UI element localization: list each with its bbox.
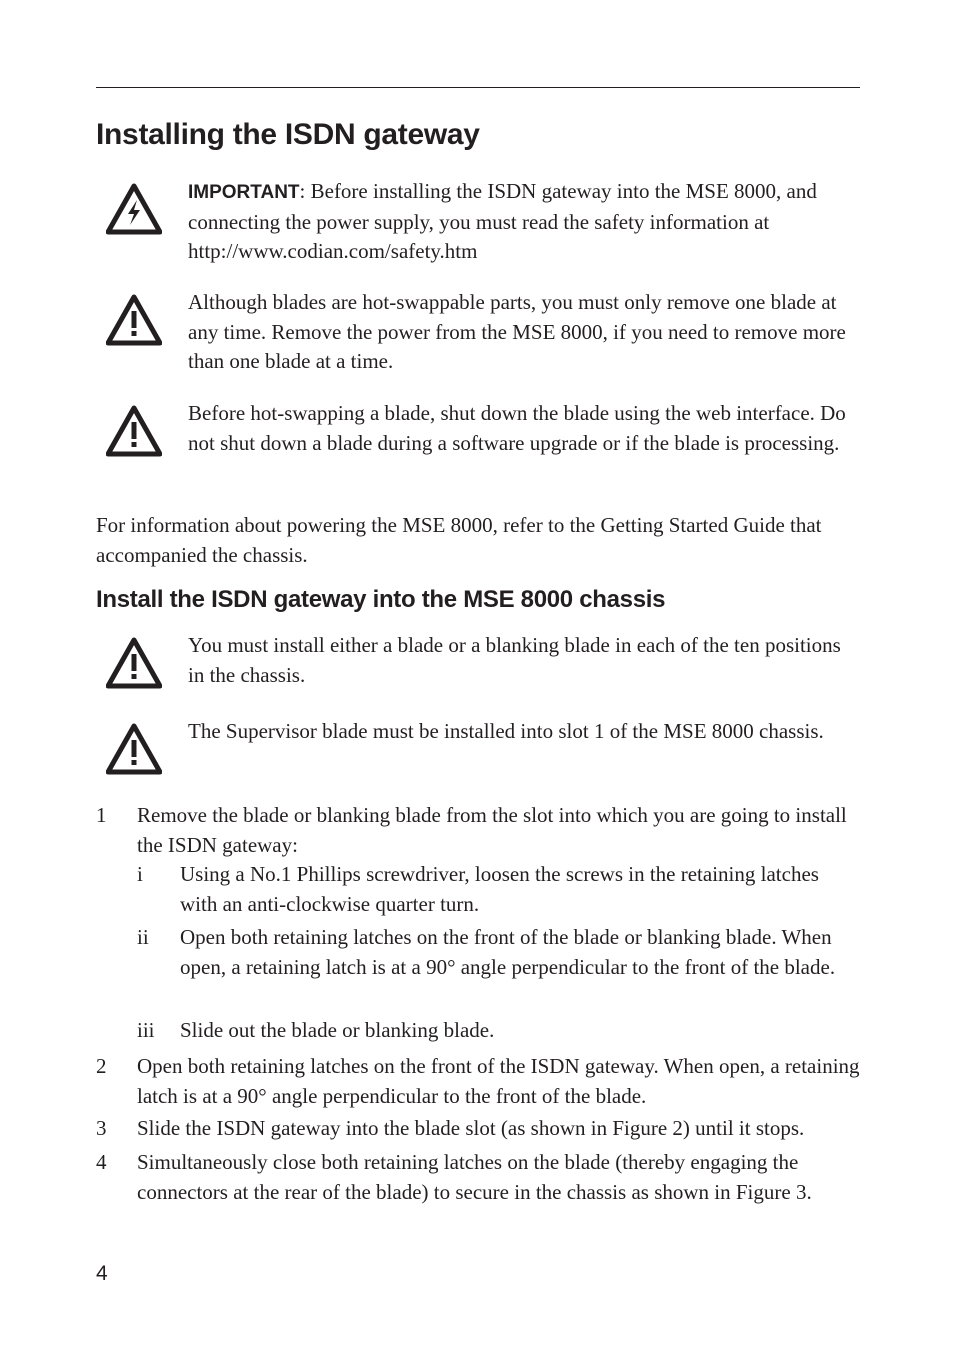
important-label: IMPORTANT: [188, 182, 300, 203]
substep-text: Slide out the blade or blanking blade.: [180, 1018, 495, 1042]
top-rule: [96, 87, 860, 88]
important-text: IMPORTANT: Before installing the ISDN gateway into the MSE 8000, and connecting the power supply, you must read the safety information at http://www.codian.com/safety.htm: [188, 179, 817, 263]
step-number: 4: [96, 1150, 107, 1174]
substep-number: ii: [137, 925, 149, 949]
electrical-hazard-icon: [106, 183, 162, 235]
warning-icon: [106, 723, 162, 775]
warning-text: Although blades are hot-swappable parts, you must only remove one blade at any time. Remove the power from the MSE 8000, if you need to remove more than one blade at a time.: [188, 290, 846, 373]
substep-text: Open both retaining latches on the front of the blade or blanking blade. When open, a retaining latch is at a 90° angle perpendicular to the front of the blade.: [180, 925, 836, 979]
warning-icon: [106, 637, 162, 689]
step-text: Remove the blade or blanking blade from the slot into which you are going to install the ISDN gateway:: [137, 803, 847, 857]
warning-text: Before hot-swapping a blade, shut down the blade using the web interface. Do not shut down a blade during a software upgrade or if the blade is processing.: [188, 401, 846, 455]
substep-number: iii: [137, 1018, 155, 1042]
warning-text: The Supervisor blade must be installed into slot 1 of the MSE 8000 chassis.: [188, 719, 824, 743]
intro-paragraph: For information about powering the MSE 8000, refer to the Getting Started Guide that accompanied the chassis.: [96, 513, 822, 567]
warning-icon: [106, 294, 162, 346]
substep-number: i: [137, 862, 143, 886]
substep-text: Using a No.1 Phillips screwdriver, loosen the screws in the retaining latches with an anti-clockwise quarter turn.: [180, 862, 819, 916]
step-number: 1: [96, 803, 107, 827]
page-title: Installing the ISDN gateway: [96, 118, 480, 151]
step-number: 2: [96, 1054, 107, 1078]
section-heading: Install the ISDN gateway into the MSE 8000 chassis: [96, 586, 666, 613]
warning-text: You must install either a blade or a blanking blade in each of the ten positions in the chassis.: [188, 633, 841, 687]
step-text: Simultaneously close both retaining latches on the blade (thereby engaging the connectors at the rear of the blade) to secure in the chassis as shown in Figure 3.: [137, 1150, 812, 1204]
warning-icon: [106, 405, 162, 457]
step-text: Open both retaining latches on the front of the ISDN gateway. When open, a retaining latch is at a 90° angle perpendicular to the front of the blade.: [137, 1054, 860, 1108]
page-number: 4: [96, 1262, 108, 1285]
step-number: 3: [96, 1116, 107, 1140]
step-text: Slide the ISDN gateway into the blade slot (as shown in Figure 2) until it stops.: [137, 1116, 805, 1140]
